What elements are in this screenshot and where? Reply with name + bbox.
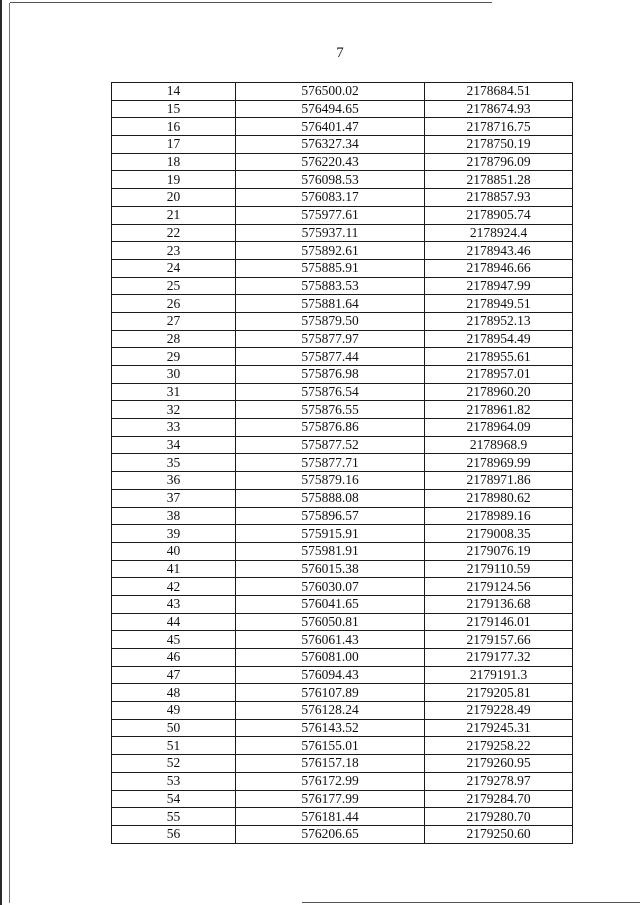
table-row <box>112 171 573 189</box>
table-row <box>112 666 573 684</box>
x-coordinate-cell: 575877.97 <box>236 330 425 348</box>
table-row <box>112 755 573 773</box>
y-coordinate-cell: 2178750.19 <box>425 136 573 154</box>
table-row <box>112 259 573 277</box>
scan-edge-left <box>0 0 2 905</box>
x-coordinate-cell: 576494.65 <box>236 100 425 118</box>
table-row <box>112 295 573 313</box>
point-number-cell: 33 <box>112 419 236 437</box>
table-row <box>112 153 573 171</box>
point-number-cell: 35 <box>112 454 236 472</box>
y-coordinate-cell: 2178971.86 <box>425 472 573 490</box>
y-coordinate-cell: 2179245.31 <box>425 719 573 737</box>
table-row <box>112 825 573 843</box>
x-coordinate-cell: 575879.50 <box>236 312 425 330</box>
x-coordinate-cell: 575896.57 <box>236 507 425 525</box>
point-number-cell: 46 <box>112 649 236 667</box>
x-coordinate-cell: 575877.44 <box>236 348 425 366</box>
y-coordinate-cell: 2178954.49 <box>425 330 573 348</box>
table-row <box>112 436 573 454</box>
y-coordinate-cell: 2179250.60 <box>425 825 573 843</box>
y-coordinate-cell: 2178674.93 <box>425 100 573 118</box>
y-coordinate-cell: 2178989.16 <box>425 507 573 525</box>
table-row <box>112 100 573 118</box>
point-number-cell: 48 <box>112 684 236 702</box>
x-coordinate-cell: 576327.34 <box>236 136 425 154</box>
table-row <box>112 702 573 720</box>
x-coordinate-cell: 576172.99 <box>236 772 425 790</box>
table-row <box>112 348 573 366</box>
y-coordinate-cell: 2179157.66 <box>425 631 573 649</box>
table-row <box>112 631 573 649</box>
y-coordinate-cell: 2179260.95 <box>425 755 573 773</box>
point-number-cell: 25 <box>112 277 236 295</box>
point-number-cell: 14 <box>112 83 236 101</box>
y-coordinate-cell: 2179280.70 <box>425 808 573 826</box>
x-coordinate-cell: 576081.00 <box>236 649 425 667</box>
y-coordinate-cell: 2178968.9 <box>425 436 573 454</box>
x-coordinate-cell: 576128.24 <box>236 702 425 720</box>
point-number-cell: 18 <box>112 153 236 171</box>
page-number: 7 <box>336 45 344 61</box>
table-row <box>112 419 573 437</box>
table-row <box>112 118 573 136</box>
y-coordinate-cell: 2179136.68 <box>425 595 573 613</box>
point-number-cell: 29 <box>112 348 236 366</box>
point-number-cell: 51 <box>112 737 236 755</box>
y-coordinate-cell: 2179278.97 <box>425 772 573 790</box>
scan-edge-left-inner <box>9 3 10 903</box>
x-coordinate-cell: 575877.52 <box>236 436 425 454</box>
y-coordinate-cell: 2179110.59 <box>425 560 573 578</box>
table-row <box>112 772 573 790</box>
x-coordinate-cell: 575892.61 <box>236 242 425 260</box>
x-coordinate-cell: 576401.47 <box>236 118 425 136</box>
point-number-cell: 55 <box>112 808 236 826</box>
y-coordinate-cell: 2178943.46 <box>425 242 573 260</box>
y-coordinate-cell: 2179076.19 <box>425 542 573 560</box>
point-number-cell: 39 <box>112 525 236 543</box>
table-row <box>112 454 573 472</box>
table-row <box>112 684 573 702</box>
point-number-cell: 24 <box>112 259 236 277</box>
point-number-cell: 38 <box>112 507 236 525</box>
table-row <box>112 242 573 260</box>
y-coordinate-cell: 2178964.09 <box>425 419 573 437</box>
y-coordinate-cell: 2178851.28 <box>425 171 573 189</box>
y-coordinate-cell: 2178684.51 <box>425 83 573 101</box>
x-coordinate-cell: 576094.43 <box>236 666 425 684</box>
x-coordinate-cell: 576143.52 <box>236 719 425 737</box>
table-row <box>112 578 573 596</box>
point-number-cell: 17 <box>112 136 236 154</box>
x-coordinate-cell: 575876.86 <box>236 419 425 437</box>
y-coordinate-cell: 2178955.61 <box>425 348 573 366</box>
point-number-cell: 22 <box>112 224 236 242</box>
y-coordinate-cell: 2179284.70 <box>425 790 573 808</box>
point-number-cell: 30 <box>112 366 236 384</box>
table-row <box>112 189 573 207</box>
y-coordinate-cell: 2178924.4 <box>425 224 573 242</box>
point-number-cell: 44 <box>112 613 236 631</box>
x-coordinate-cell: 576107.89 <box>236 684 425 702</box>
y-coordinate-cell: 2178980.62 <box>425 489 573 507</box>
point-number-cell: 19 <box>112 171 236 189</box>
table-row <box>112 560 573 578</box>
y-coordinate-cell: 2178716.75 <box>425 118 573 136</box>
x-coordinate-cell: 576061.43 <box>236 631 425 649</box>
x-coordinate-cell: 576206.65 <box>236 825 425 843</box>
table-row <box>112 613 573 631</box>
point-number-cell: 37 <box>112 489 236 507</box>
point-number-cell: 34 <box>112 436 236 454</box>
point-number-cell: 23 <box>112 242 236 260</box>
y-coordinate-cell: 2178946.66 <box>425 259 573 277</box>
y-coordinate-cell: 2179205.81 <box>425 684 573 702</box>
x-coordinate-cell: 576157.18 <box>236 755 425 773</box>
x-coordinate-cell: 575977.61 <box>236 206 425 224</box>
table-row <box>112 525 573 543</box>
table-row <box>112 595 573 613</box>
x-coordinate-cell: 575883.53 <box>236 277 425 295</box>
x-coordinate-cell: 575879.16 <box>236 472 425 490</box>
point-number-cell: 54 <box>112 790 236 808</box>
x-coordinate-cell: 575915.91 <box>236 525 425 543</box>
point-number-cell: 31 <box>112 383 236 401</box>
table-row <box>112 737 573 755</box>
x-coordinate-cell: 576030.07 <box>236 578 425 596</box>
point-number-cell: 42 <box>112 578 236 596</box>
point-number-cell: 27 <box>112 312 236 330</box>
y-coordinate-cell: 2179146.01 <box>425 613 573 631</box>
table-row <box>112 206 573 224</box>
point-number-cell: 40 <box>112 542 236 560</box>
y-coordinate-cell: 2179258.22 <box>425 737 573 755</box>
coordinates-table-body <box>112 83 573 844</box>
table-row <box>112 136 573 154</box>
y-coordinate-cell: 2178952.13 <box>425 312 573 330</box>
x-coordinate-cell: 576098.53 <box>236 171 425 189</box>
point-number-cell: 47 <box>112 666 236 684</box>
y-coordinate-cell: 2178796.09 <box>425 153 573 171</box>
scan-edge-top <box>10 2 492 3</box>
x-coordinate-cell: 576500.02 <box>236 83 425 101</box>
x-coordinate-cell: 576177.99 <box>236 790 425 808</box>
point-number-cell: 41 <box>112 560 236 578</box>
x-coordinate-cell: 575877.71 <box>236 454 425 472</box>
y-coordinate-cell: 2179177.32 <box>425 649 573 667</box>
point-number-cell: 53 <box>112 772 236 790</box>
table-row <box>112 472 573 490</box>
point-number-cell: 56 <box>112 825 236 843</box>
point-number-cell: 20 <box>112 189 236 207</box>
x-coordinate-cell: 575885.91 <box>236 259 425 277</box>
x-coordinate-cell: 575876.55 <box>236 401 425 419</box>
y-coordinate-cell: 2179008.35 <box>425 525 573 543</box>
point-number-cell: 36 <box>112 472 236 490</box>
point-number-cell: 26 <box>112 295 236 313</box>
table-row <box>112 507 573 525</box>
table-row <box>112 401 573 419</box>
point-number-cell: 52 <box>112 755 236 773</box>
y-coordinate-cell: 2178949.51 <box>425 295 573 313</box>
x-coordinate-cell: 575881.64 <box>236 295 425 313</box>
x-coordinate-cell: 576041.65 <box>236 595 425 613</box>
point-number-cell: 28 <box>112 330 236 348</box>
table-row <box>112 489 573 507</box>
y-coordinate-cell: 2179124.56 <box>425 578 573 596</box>
point-number-cell: 45 <box>112 631 236 649</box>
point-number-cell: 32 <box>112 401 236 419</box>
x-coordinate-cell: 576181.44 <box>236 808 425 826</box>
point-number-cell: 50 <box>112 719 236 737</box>
table-row <box>112 790 573 808</box>
point-number-cell: 15 <box>112 100 236 118</box>
point-number-cell: 21 <box>112 206 236 224</box>
point-number-cell: 49 <box>112 702 236 720</box>
table-row <box>112 649 573 667</box>
x-coordinate-cell: 576083.17 <box>236 189 425 207</box>
x-coordinate-cell: 575876.54 <box>236 383 425 401</box>
table-row <box>112 277 573 295</box>
x-coordinate-cell: 575888.08 <box>236 489 425 507</box>
coordinates-table <box>111 82 573 844</box>
x-coordinate-cell: 576050.81 <box>236 613 425 631</box>
table-row <box>112 366 573 384</box>
y-coordinate-cell: 2178957.01 <box>425 366 573 384</box>
x-coordinate-cell: 575876.98 <box>236 366 425 384</box>
x-coordinate-cell: 575937.11 <box>236 224 425 242</box>
table-row <box>112 808 573 826</box>
x-coordinate-cell: 576155.01 <box>236 737 425 755</box>
y-coordinate-cell: 2179191.3 <box>425 666 573 684</box>
table-row <box>112 83 573 101</box>
table-row <box>112 542 573 560</box>
x-coordinate-cell: 575981.91 <box>236 542 425 560</box>
y-coordinate-cell: 2178857.93 <box>425 189 573 207</box>
scan-edge-bottom <box>302 902 640 903</box>
table-row <box>112 330 573 348</box>
y-coordinate-cell: 2179228.49 <box>425 702 573 720</box>
table-row <box>112 719 573 737</box>
point-number-cell: 43 <box>112 595 236 613</box>
table-row <box>112 224 573 242</box>
y-coordinate-cell: 2178969.99 <box>425 454 573 472</box>
y-coordinate-cell: 2178905.74 <box>425 206 573 224</box>
table-row <box>112 312 573 330</box>
x-coordinate-cell: 576220.43 <box>236 153 425 171</box>
x-coordinate-cell: 576015.38 <box>236 560 425 578</box>
y-coordinate-cell: 2178960.20 <box>425 383 573 401</box>
y-coordinate-cell: 2178947.99 <box>425 277 573 295</box>
y-coordinate-cell: 2178961.82 <box>425 401 573 419</box>
point-number-cell: 16 <box>112 118 236 136</box>
table-row <box>112 383 573 401</box>
